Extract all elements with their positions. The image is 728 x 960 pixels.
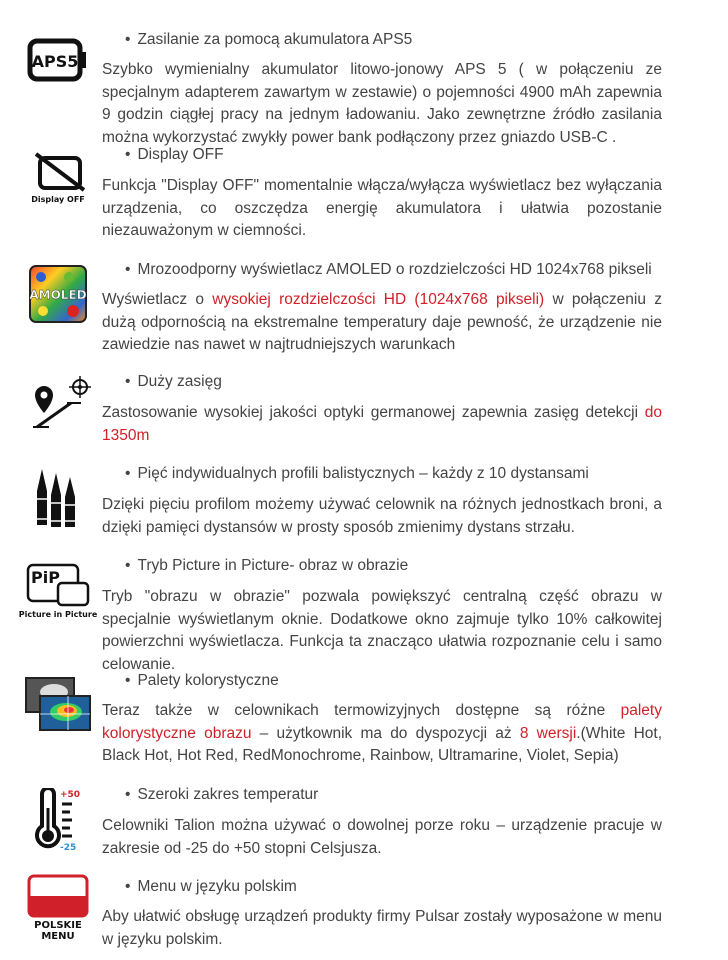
feature-title: • Pięć indywidualnych profili balistycznych – każdy z 10 dystansami	[125, 464, 589, 484]
polish-flag-icon: POLSKIE MENU	[22, 874, 94, 942]
feature-title: • Mrozoodporny wyświetlacz AMOLED o rozdzielczości HD 1024x768 pikseli	[125, 260, 652, 280]
detection-range-icon	[22, 375, 94, 431]
feature-description: Funkcja "Display OFF" momentalnie włącza/wyłącza wyświetlacz bez wyłączania urządzenia, co oszczędza energię akumulatora i ułatwia pozostanie niezauważonym w ciemności.	[102, 177, 662, 239]
feature-description: Celowniki Talion można używać o dowolnej porze roku – urządzenie pracuje w zakresie od -25 do +50 stopni Celsjusza.	[102, 817, 662, 857]
svg-text:-25: -25	[60, 843, 77, 852]
feature-description: Wyświetlacz o wysokiej rozdzielczości HD (1024x768 pikseli) w połączeniu z dużą odpornością na ekstremalne temperatury daje pewność, że urządzenie nie zawiedzie nas nawet w najtrudniejszych warunkach	[102, 291, 662, 353]
feature-description: Tryb "obrazu w obrazie" pozwala powiększyć centralną część obrazu w specjalnie wyświetlanym oknie. Dodatkowe okno zajmuje tylko 10% całkowitej powierzchni wyświetlacza. Funkcja ta znacząco ułatwia rozpoznanie celu i samo celowanie.	[102, 588, 662, 673]
ammunition-icon	[22, 465, 94, 529]
display-off-icon: Display OFF	[22, 152, 94, 204]
feature-title: • Palety kolorystyczne	[125, 671, 279, 691]
feature-description: Aby ułatwić obsługę urządzeń produkty firmy Pulsar zostały wyposażone w menu w języku polskim.	[102, 908, 662, 948]
feature-description: Zastosowanie wysokiej jakości optyki germanowej zapewnia zasięg detekcji do 1350m	[102, 404, 662, 444]
feature-title: • Display OFF	[125, 145, 224, 165]
feature-description: Dzięki pięciu profilom możemy używać celownik na różnych jednostkach broni, a dzięki pamięci dystansów w prosty sposób zmienimy dystans strzału.	[102, 496, 662, 536]
feature-description: Teraz także w celownikach termowizyjnych dostępne są różne palety kolorystyczne obrazu – użytkownik ma do dyspozycji aż 8 wersji.(White Hot, Black Hot, Hot Red, RedMonochrome, Rainbow, Ultramarine, Violet, Sepia)	[102, 702, 662, 764]
picture-in-picture-icon: PiP Picture in Picture	[22, 563, 94, 619]
svg-text:APS5: APS5	[31, 52, 79, 71]
feature-title: • Tryb Picture in Picture- obraz w obrazie	[125, 556, 408, 576]
aps5-battery-icon	[22, 38, 94, 82]
feature-description: Szybko wymienialny akumulator litowo-jonowy APS 5 ( w połączeniu ze specjalnym adapterem zawartym w zestawie) o pojemności 4900 mAh zapewnia 9 godzin ciągłej pracy na jednym ładowaniu. Jako zewnętrzne źródło zasilania można wykorzystać zwykły power bank podłączony przez gniazdo USB-C .	[102, 61, 662, 146]
thermometer-icon	[22, 788, 94, 852]
svg-text:PiP: PiP	[31, 568, 60, 587]
feature-title: • Szeroki zakres temperatur	[125, 785, 318, 805]
color-palettes-icon	[22, 676, 94, 732]
amoled-icon	[22, 265, 94, 323]
feature-title: • Duży zasięg	[125, 372, 222, 392]
svg-text:AMOLED: AMOLED	[29, 288, 87, 302]
feature-title: • Zasilanie za pomocą akumulatora APS5	[125, 30, 412, 50]
svg-text:+50: +50	[60, 790, 81, 800]
feature-title: • Menu w języku polskim	[125, 877, 297, 897]
